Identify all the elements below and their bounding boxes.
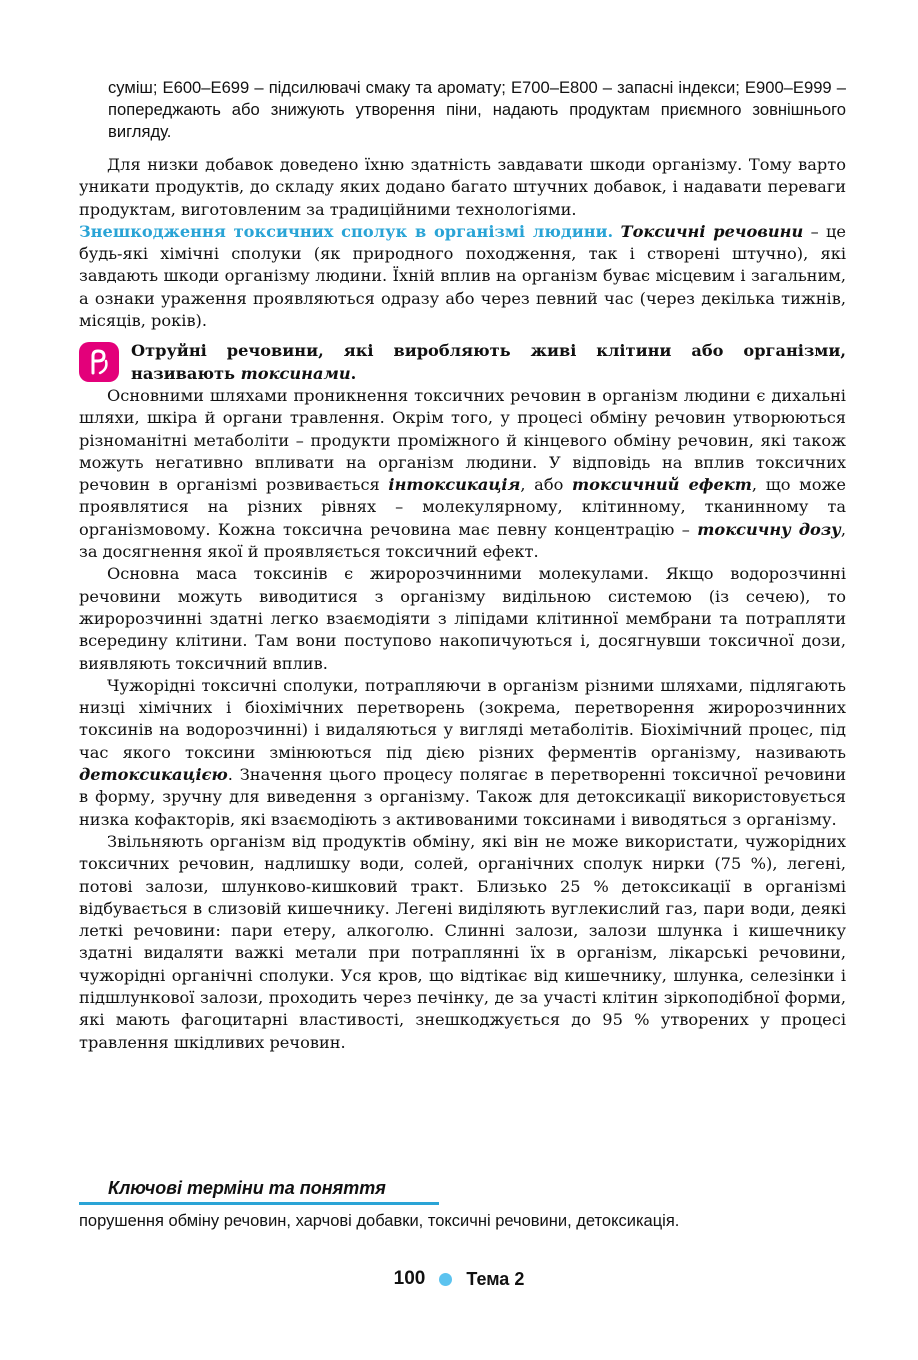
definition-marker-icon [79,342,119,382]
term-toxic-effect: токсичний ефект [572,475,752,495]
definition-text: Отруйні речовини, які виробляють живі клітини або організми, називають токсинами. [131,341,846,383]
paragraph-fat-soluble: Основна маса токсинів є жиророзчинними молекулами. Якщо водорозчинні речовини можуть виводитися з організму видільною системою (із сечею), то жиророзчинні здатні легко взаємодіяти з ліпідами клітинної мембрани та потрапляти всередину клітини. Там вони поступово накопичуються і, досягнувши токсичної дози, виявляють токсичний вплив. [79,564,846,673]
page-number: 100 [393,1268,426,1289]
key-terms-list: порушення обміну речовин, харчові добавки, токсичні речовини, детоксикація. [79,1212,680,1230]
toxic-substances-text: – це будь-які хімічні сполуки (як природного походження, так і створені штучно), які завдають шкоди організму людини. Їхній вплив на організм буває місцевим і загальним, а ознаки ураження проявляються одразу або через певний час (через декілька тижнів, місяців, років). [79,221,846,331]
topic-label: Тема 2 [466,1268,525,1289]
bullet-dot-icon [439,1273,452,1286]
paragraph-additives: Для низки добавок доведено їхню здатність завдавати шкоди організму. Тому варто уникати продуктів, до складу яких додано багато штучних добавок, і надавати переваги продуктам, виготовленим за традиційними технологіями. [79,155,846,219]
term-toxins: токсинами [240,363,351,383]
key-terms-title: Ключові терміни та поняття [108,1178,386,1198]
paragraph-detoxification: Чужорідні токсичні сполуки, потрапляючи в організм різними шляхами, підлягають низці хімічних і біохімічних перетворень (зокрема, перетворення жиророзчинних токсинів на водорозчинні) і видаляються у вигляді метаболітів. Біохімічний процес, під час якого токсини змінюються під дією різних ферментів організму, називають детоксикацією. Значення цього процесу полягає в перетворенні токсичної речовини в форму, зручну для виведення з організму. Також для детоксикації використовується низка кофакторів, які взаємодіють з активованими токсинами і виводяться з організму. [79,675,846,829]
paragraph-excretion: Звільняють організм від продуктів обміну, які він не може використати, чужорідних токсичних речовин, надлишку води, солей, органічних сполук нирки (75 %), легені, потові залози, шлунково-кишковий тракт. Близько 25 % детоксикації в організмі відбувається в слизовій кишечнику. Легені виділяють вуглекислий газ, пари води, деякі леткі речовини: пари етеру, алкоголю. Слинні залози, залози шлунка і кишечнику здатні видаляти важкі метали при потраплянні їх в організм, лікарські речовини, чужорідні органічні сполуки. Уся кров, що відтікає від кишечнику, шлунка, селезінки і підшлункової залози, проходить через печінку, де за участі клітин зіркоподібної форми, які мають фагоцитарні властивості, знешкоджується до 95 % утворених у процесі травлення шкідливих речовин. [79,831,846,1052]
term-toxic-substances: Токсичні речовини [620,221,804,241]
key-terms-underline [79,1202,439,1205]
page-footer [0,1268,918,1290]
main-text [79,154,846,1054]
paragraph-pathways: Основними шляхами проникнення токсичних речовин в організм людини є дихальні шляхи, шкіра й органи травлення. Окрім того, у процесі обміну речовин утворюються різноманітні метаболіти – продукти проміжного й кінцевого обміну речовин, які також можуть негативно впливати на організм людини. У відповідь на вплив токсичних речовин в організмі розвивається інтоксикація, або токсичний ефект, що може проявлятися на різних рівнях – молекулярному, клітинному, тканинному та організмовому. Кожна токсична речовина має певну концентрацію – токсичну дозу, за досягнення якої й проявляється токсичний ефект. [79,385,846,562]
term-detoxification: детоксикацією [79,765,228,785]
section-heading: Знешкодження токсичних сполук в організмі людини. [79,221,614,241]
intro-paragraph: суміш; Е600–Е699 – підсилювачі смаку та аромату; Е700–Е800 – запасні індекси; Е900–Е999 – попереджають або знижують утворення піни, надають продуктам приємного зовнішнього вигляду. [108,78,846,141]
paragraph-toxic-substances [79,221,846,332]
term-intoxication: інтоксикація [388,475,521,495]
definition-box [79,340,846,385]
term-toxic-dose: токсичну дозу [697,519,841,539]
